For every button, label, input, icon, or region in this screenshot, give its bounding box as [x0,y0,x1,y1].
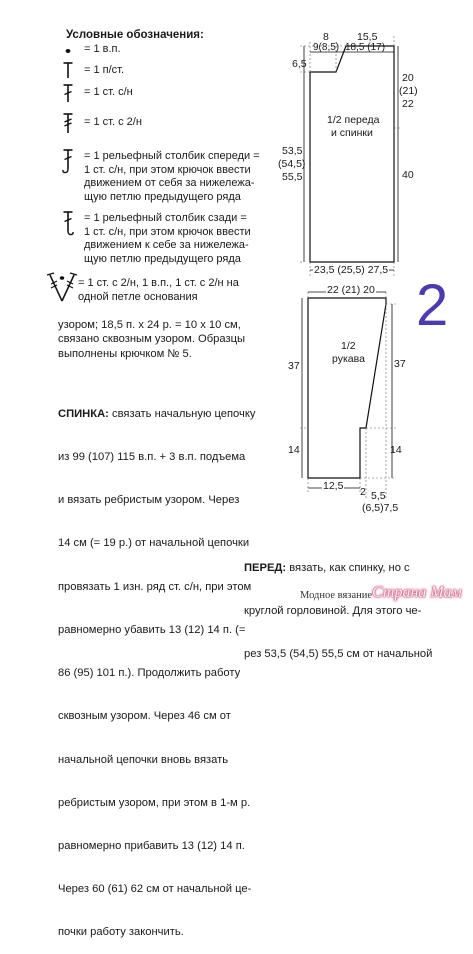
back-line-7: 86 (95) 101 п.). Продолжить работу [58,667,241,680]
front-dim-bottom: 23,5 (25,5) 27,5 [314,264,389,276]
back-line-1: связать начальную цепочку [108,407,256,420]
sleeve-dim-right-top: 37 [394,358,406,370]
legend-item-1: = 1 в.п. [84,43,121,55]
back-line-5: провязать 1 изн. ряд ст. с/н, при этом [58,580,252,593]
legend-item-6-line-2: 1 ст. с/н, при этом крючок ввести [84,225,251,238]
back-line-11: равномерно прибавить 13 (12) 14 п. [58,840,245,852]
back-line-12: Через 60 (61) 62 см от начальной це- [58,883,252,896]
half-double-crochet-icon [60,61,76,79]
front-dim-left-height-2: (54,5) [278,158,306,170]
front-schema-label-2: и спинки [331,127,373,139]
front-dim-top-right-a: 15,5 [357,31,378,43]
legend-item-5-line-4: щую петлю предыдущего ряда [84,190,241,203]
gauge-text-line-3: выполнены крючком № 5. [58,347,192,360]
front-dim-top-left-b: 9(8,5) [313,42,340,53]
sleeve-schema-label-2: рукава [332,353,365,365]
sleeve-dim-bottom-c: (6,5)7,5 [362,502,399,514]
back-line-8: сквозным узором. Через 46 см от [58,710,231,723]
front-post-icon [60,148,76,174]
back-post-icon [60,210,76,236]
front-heading: ПЕРЕД: [244,561,287,574]
legend-item-7-line-2: одной петле основания [78,290,198,303]
back-line-9: начальной цепочки вновь вязать [58,753,229,766]
front-line-1: вязать, как спинку, но с [286,561,410,574]
front-dim-top-right-b: 18,5 (17) [345,42,386,53]
sleeve-dim-bottom-b: 5,5 [371,490,386,502]
front-dim-right-top-3: 22 [402,98,414,110]
sleeve-dim-top: 22 (21) 20 [327,284,375,296]
footer-magazine-name: Модное вязание [300,590,373,601]
legend-item-6-line-4: щую петлю предыдущего ряда [84,252,241,265]
front-dim-right-mid: 40 [402,169,414,181]
legend-item-5-line-1: = 1 рельефный столбик спереди = [84,150,260,162]
gauge-text-line-2: связано сквозным узором. Образцы [58,333,246,346]
front-dim-top-left-a: 8 [323,31,329,43]
back-line-2: из 99 (107) 115 в.п. + 3 в.п. подъема [58,451,246,464]
front-line-3: рез 53,5 (54,5) 55,5 см от начальной [244,648,433,661]
front-line-2: круглой горловиной. Для этого че- [244,605,422,618]
sleeve-dim-right-bottom: 14 [390,444,402,456]
gauge-text-line-1: узором; 18,5 п. х 24 р. = 10 х 10 см, [58,319,241,331]
legend-item-7-line-1: = 1 ст. с 2/н, 1 в.п., 1 ст. с 2/н на [78,277,239,289]
back-line-4: 14 см (= 19 р.) от начальной цепочки [58,537,250,550]
front-dim-right-top-2: (21) [399,85,418,97]
legend-item-5-line-2: 1 ст. с/н, при этом крючок ввести [84,163,251,176]
back-line-13: почки работу закончить. [58,926,184,939]
watermark: Страна Мам [372,584,462,601]
double-crochet-icon [60,83,76,103]
legend-item-6-line-1: = 1 рельефный столбик сзади = [84,212,247,224]
sleeve-dim-left-top: 37 [288,360,300,372]
front-schema-label-1: 1/2 переда [327,114,380,126]
front-dim-neck-depth: 6,5 [292,58,307,70]
legend-item-6-line-3: движением к себе за нижележа- [84,239,249,252]
sleeve-schema-label-1: 1/2 [341,340,356,352]
treble-crochet-icon [60,112,76,134]
front-dim-left-height-3: 55,5 [282,171,303,183]
back-instructions [58,378,255,954]
back-line-6: равномерно убавить 13 (12) 14 п. (= [58,623,246,636]
sleeve-dim-bottom-a: 2 [360,486,366,498]
legend-item-4: = 1 ст. с 2/н [84,116,142,128]
legend-item-3: = 1 ст. с/н [84,86,133,98]
chain-stitch-icon [60,46,76,56]
legend-item-2: = 1 п/ст. [84,64,125,76]
front-instructions [244,532,432,676]
sleeve-dim-left-bottom: 14 [288,444,300,456]
front-dim-right-top-1: 20 [402,72,414,84]
v-stitch-icon [46,270,78,304]
back-line-10: ребристым узором, при этом в 1-м р. [58,796,251,809]
size-number: 2 [416,273,449,338]
back-heading: СПИНКА: [58,407,109,420]
front-dim-left-height-1: 53,5 [282,145,303,157]
legend-title: Условные обозначения: [66,29,204,41]
back-line-3: и вязать ребристым узором. Через [58,494,240,507]
sleeve-dim-bottom-main: 12,5 [323,480,344,492]
legend-item-5-line-3: движением от себя за нижележа- [84,177,255,190]
